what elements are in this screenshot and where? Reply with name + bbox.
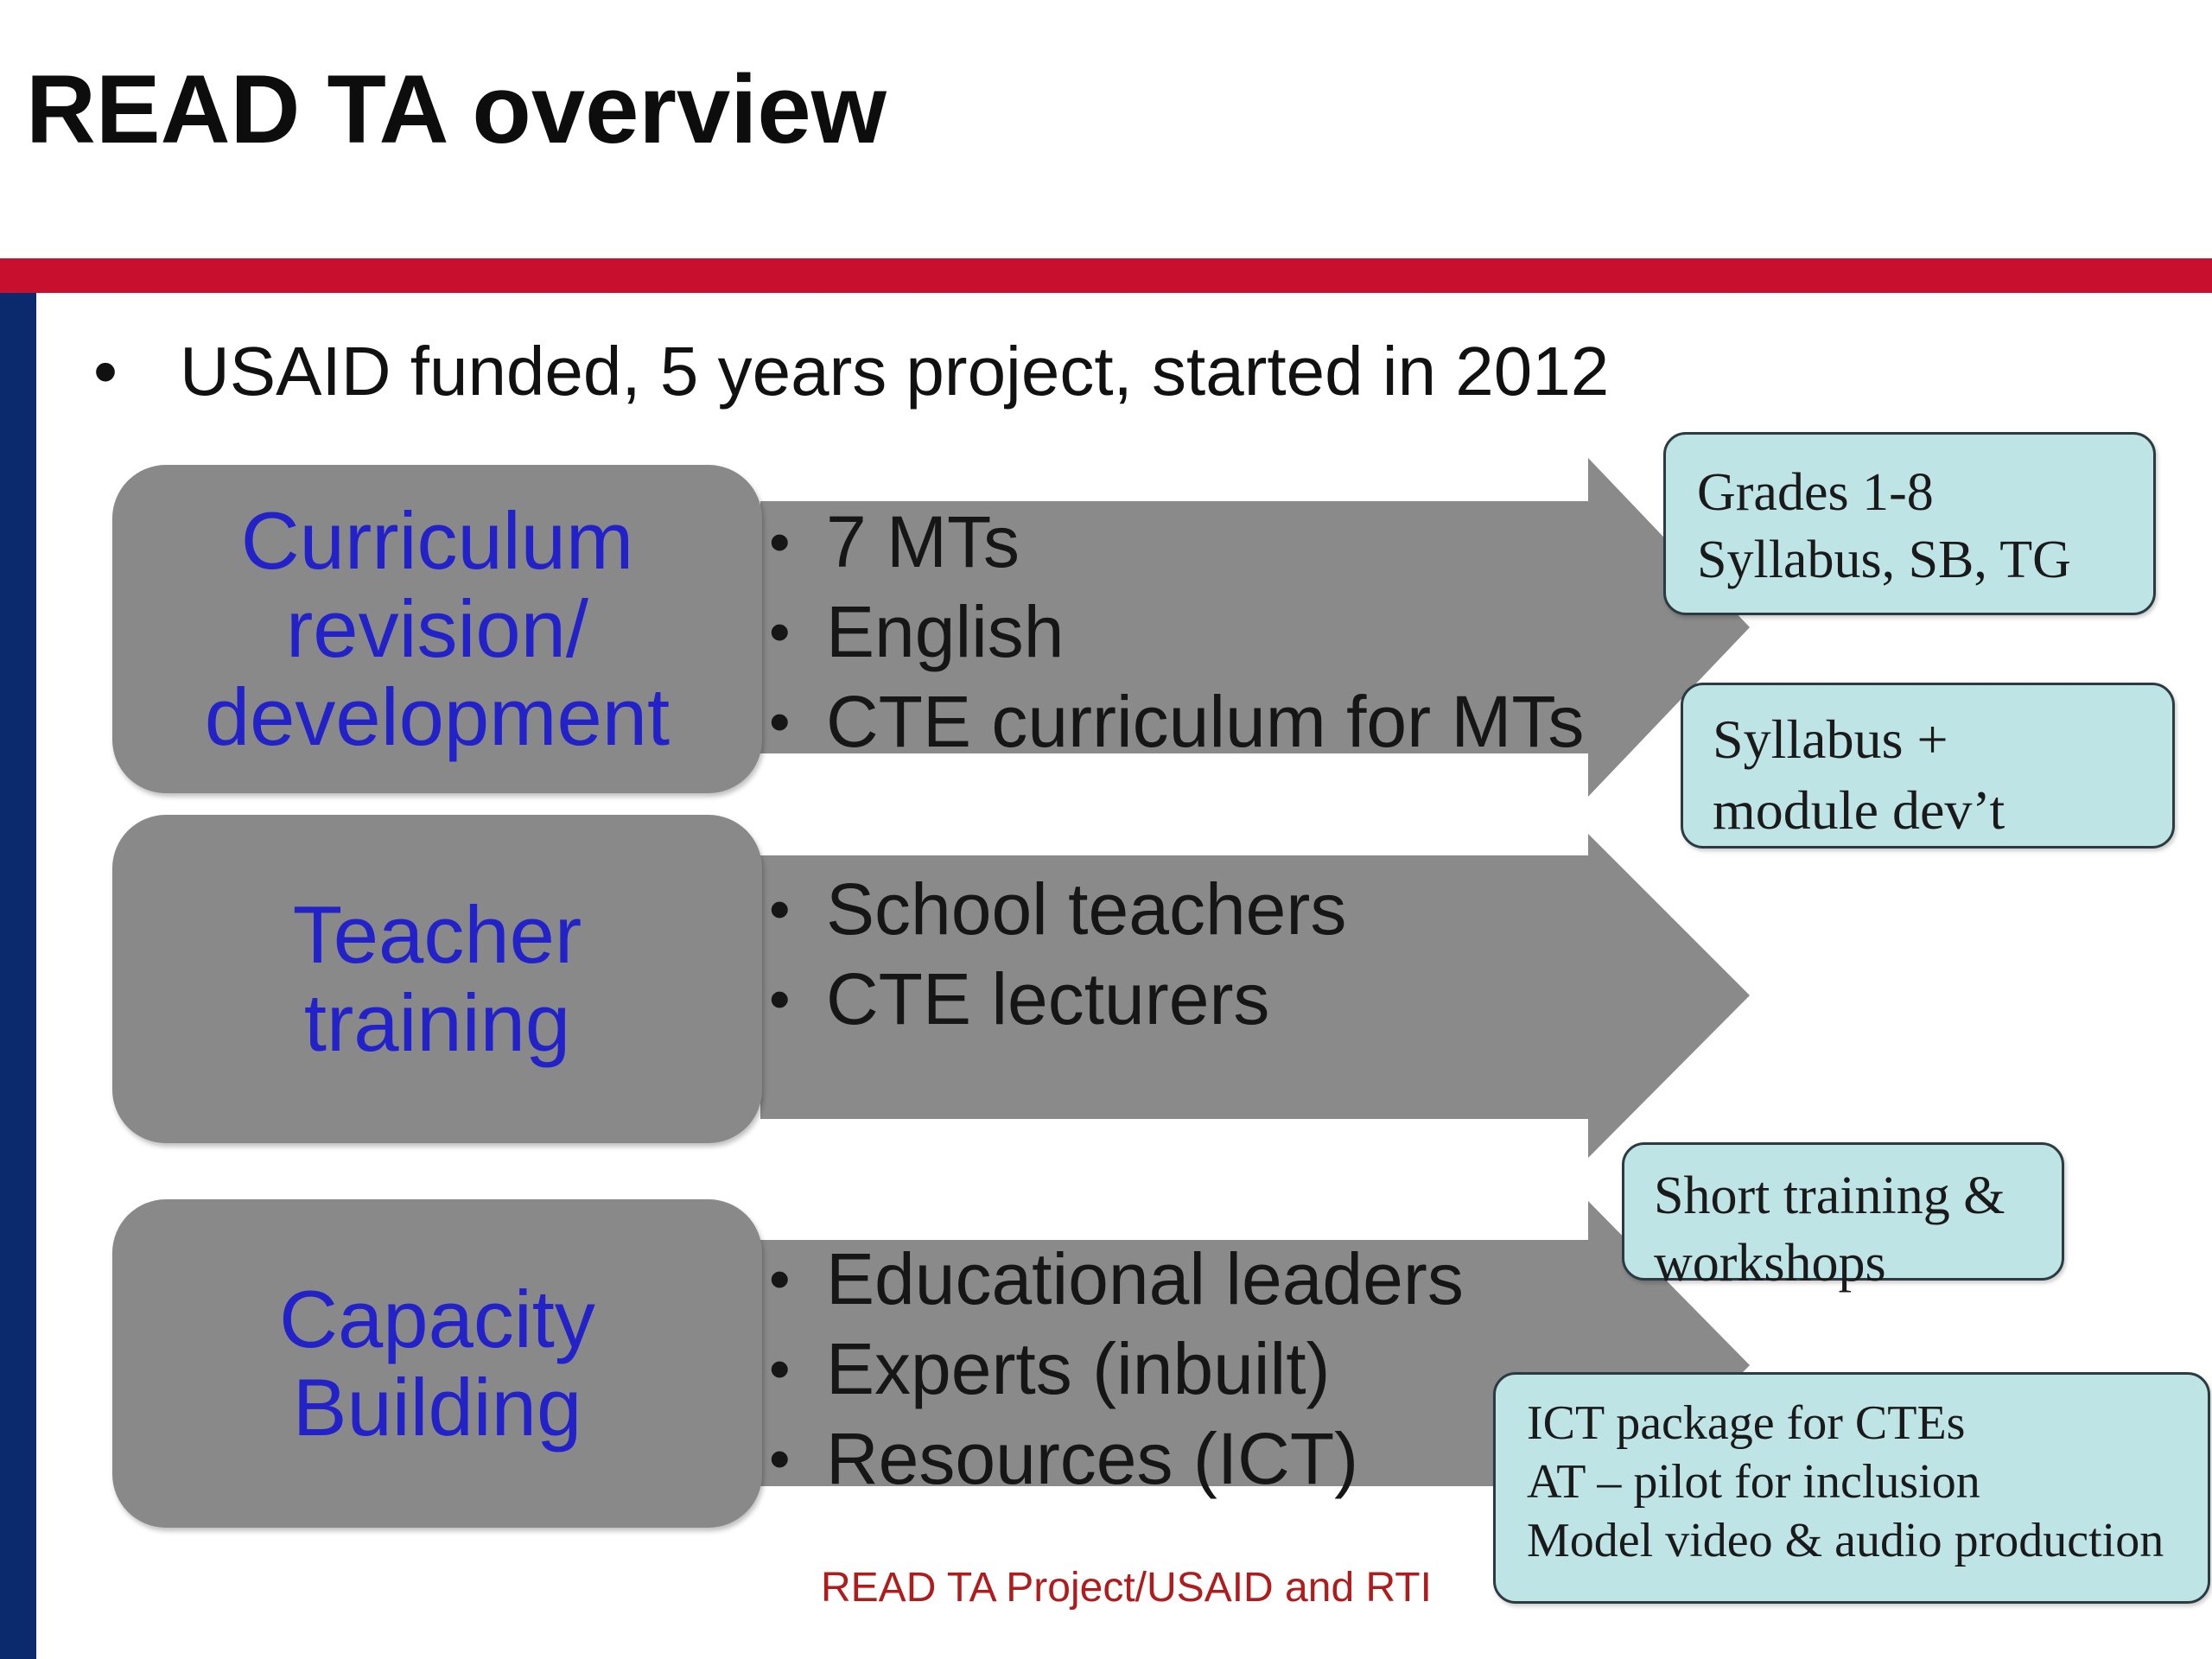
list-item: • CTE curriculum for MTs bbox=[769, 677, 1584, 766]
slide-title: READ TA overview bbox=[26, 55, 887, 163]
callout-ict-package bbox=[1493, 1372, 2210, 1604]
list-item: • 7 MTs bbox=[769, 497, 1584, 587]
box-line: Curriculum bbox=[240, 495, 634, 586]
bullet-marker: • bbox=[93, 333, 118, 410]
callout-syllabus-module bbox=[1681, 683, 2175, 849]
callout-line: workshops bbox=[1654, 1234, 1886, 1293]
callout-line: module dev’t bbox=[1713, 779, 2005, 841]
box-teacher-training bbox=[112, 815, 762, 1143]
list-item: • Resources (ICT) bbox=[769, 1414, 1464, 1503]
list-capacity-building bbox=[769, 1234, 1464, 1503]
callout-line: Grades 1-8 bbox=[1697, 463, 1934, 522]
box-capacity-building bbox=[112, 1199, 762, 1528]
callout-line: Syllabus, SB, TG bbox=[1697, 531, 2071, 589]
list-item: • School teachers bbox=[769, 864, 1346, 954]
list-item: • CTE lecturers bbox=[769, 954, 1346, 1044]
list-teacher-training bbox=[769, 864, 1346, 1044]
list-item: • Experts (inbuilt) bbox=[769, 1324, 1464, 1414]
box-line: Teacher bbox=[292, 889, 582, 980]
box-line: Capacity bbox=[279, 1274, 595, 1364]
slide-footer: READ TA Project/USAID and RTI bbox=[821, 1565, 1432, 1611]
box-line: training bbox=[303, 977, 571, 1068]
callout-line: Model video & audio production bbox=[1527, 1514, 2164, 1567]
callout-line: ICT package for CTEs bbox=[1527, 1396, 1966, 1450]
box-curriculum-revision bbox=[112, 465, 762, 793]
list-item: • Educational leaders bbox=[769, 1234, 1464, 1324]
main-bullet-text: USAID funded, 5 years project, started in 2012 bbox=[180, 333, 1610, 410]
callout-line: AT – pilot for inclusion bbox=[1527, 1455, 1980, 1509]
list-curriculum bbox=[769, 497, 1584, 766]
callout-grades bbox=[1663, 432, 2156, 615]
list-item: • English bbox=[769, 587, 1584, 677]
box-line: development bbox=[204, 671, 671, 762]
callout-short-training bbox=[1622, 1142, 2064, 1293]
callout-line: Short training & bbox=[1654, 1166, 2005, 1225]
callout-line: Syllabus + bbox=[1713, 709, 1948, 770]
box-line: Building bbox=[292, 1362, 582, 1452]
box-line: revision/ bbox=[285, 583, 589, 674]
